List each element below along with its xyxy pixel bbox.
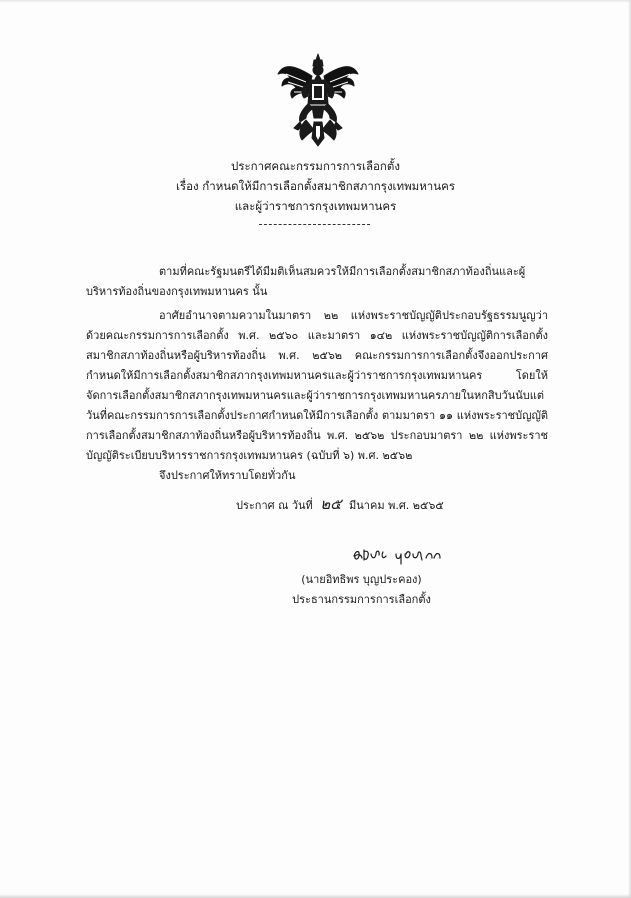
announcement-closing: จึงประกาศให้ทราบโดยทั่วกัน [159, 469, 296, 482]
garuda-emblem-icon [276, 52, 360, 148]
scan-edge-top [0, 0, 631, 3]
announcement-subject-line2: และผู้ว่าราชการกรุงเทพมหานคร [234, 199, 397, 213]
date-prefix: ประกาศ ณ วันที่ [236, 499, 313, 512]
signer-name: (นายอิทธิพร บุญประคอง) [301, 573, 422, 586]
announcement-title: ประกาศคณะกรรมการการเลือกตั้ง [231, 159, 400, 173]
signer-position: ประธานกรรมการการเลือกตั้ง [292, 593, 431, 606]
header-dashed-divider [259, 224, 370, 225]
paragraph-legal-basis: อาศัยอำนาจตามความในมาตรา ๒๒ แห่งพระราชบัญญัติประกอบรัฐธรรมนูญว่าด้วยคณะกรรมการการเลือกตั้ง พ.ศ. ๒๕๖๐ และมาตรา ๑๔๒ แห่งพระราชบัญญัติการเลือกตั้งสมาชิกสภาท้องถิ่นหรือผู้บริหารท้องถิ่น พ.ศ. ๒๕๖๒ คณะกรรมการการเลือกตั้งจึงออกประกาศกำหนดให้มีการเลือกตั้งสมาชิกสภากรุงเทพมหานครและผู้ว่าราชการกรุงเทพมหานคร โดยให้จัดการเลือกตั้งสมาชิกสภากรุงเทพมหานครและผู้ว่าราชการกรุงเทพมหานครภายในหกสิบวันนับแต่วันที่คณะกรรมการการเลือกตั้งประกาศกำหนดให้มีการเลือกตั้ง ตามมาตรา ๑๑ แห่งพระราชบัญญัติการเลือกตั้งสมาชิกสภาท้องถิ่นหรือผู้บริหารท้องถิ่น พ.ศ. ๒๕๖๒ ประกอบมาตรา ๒๒ แห่งพระราชบัญญัติระเบียบบริหารราชการกรุงเทพมหานคร (ฉบับที่ ๖) พ.ศ. ๒๕๖๒ [86, 309, 548, 462]
handwritten-signature-icon [350, 542, 445, 568]
announcement-subject: เรื่อง กำหนดให้มีการเลือกตั้งสมาชิกสภากรุงเทพมหานคร [176, 179, 455, 193]
scan-edge-bottom [0, 894, 631, 898]
paragraph-resolution: ตามที่คณะรัฐมนตรีได้มีมติเห็นสมควรให้มีการเลือกตั้งสมาชิกสภาท้องถิ่นและผู้บริหารท้องถิ่นของกรุงเทพมหานคร นั้น [86, 265, 526, 298]
date-day-handwritten: ๒๕ [320, 495, 342, 513]
date-month-year: มีนาคม พ.ศ. ๒๕๖๕ [349, 499, 444, 512]
announcement-date [236, 494, 444, 516]
